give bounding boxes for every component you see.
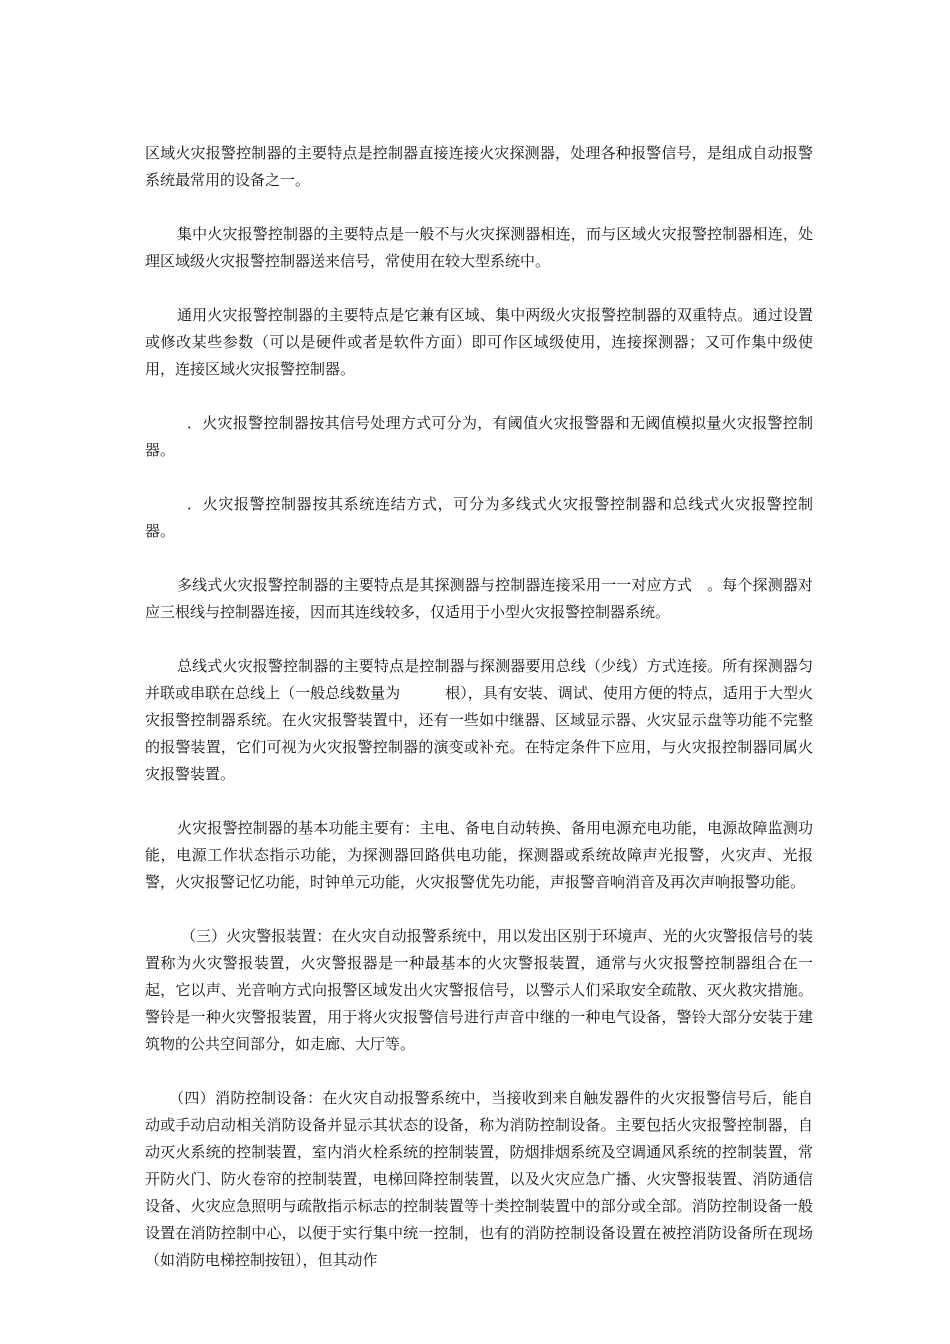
paragraph-regional-controller: 区域火灾报警控制器的主要特点是控制器直接连接火灾探测器，处理各种报警信号，是组成自动报警系统最常用的设备之一。	[145, 144, 813, 189]
paragraph-general-controller: 通用火灾报警控制器的主要特点是它兼有区域、集中两级火灾报警控制器的双重特点。通过设置或修改某些参数（可以是硬件或者是软件方面）即可作区域级使用，连接探测器；又可作集中级使用，连接区域火灾报警控制器。	[145, 306, 813, 378]
paragraph-connection-method: ．火灾报警控制器按其系统连结方式，可分为多线式火灾报警控制器和总线式火灾报警控制器。	[145, 495, 813, 540]
paragraph-centralized-controller: 集中火灾报警控制器的主要特点是一般不与火灾探测器相连，而与区域火灾报警控制器相连，处理区域级火灾报警控制器送来信号，常使用在较大型系统中。	[145, 225, 813, 270]
document-body	[145, 140, 813, 1301]
paragraph-control-equipment: （四）消防控制设备：在火灾自动报警系统中，当接收到来自触发器件的火灾报警信号后，能自动或手动启动相关消防设备并显示其状态的设备，称为消防控制设备。主要包括火灾报警控制器，自动灭火系统的控制装置，室内消火栓系统的控制装置，防烟排烟系统及空调通风系统的控制装置，常开防火门、防火卷帘的控制装置，电梯回降控制装置，以及火灾应急广播、火灾警报装置、消防通信设备、火灾应急照明与疏散指示标志的控制装置等十类控制装置中的部分或全部。消防控制设备一般设置在消防控制中心，以便于实行集中统一控制，也有的消防控制设备设置在被控消防设备所在现场（如消防电梯控制按钮），但其动作	[145, 1089, 813, 1269]
paragraph-multiline-controller: 多线式火灾报警控制器的主要特点是其探测器与控制器连接采用一一对应方式 。每个探测器对应三根线与控制器连接，因而其连线较多，仅适用于小型火灾报警控制器系统。	[145, 576, 813, 621]
paragraph-alarm-device: （三）火灾警报装置：在火灾自动报警系统中，用以发出区别于环境声、光的火灾警报信号的装置称为火灾警报装置，火灾警报器是一种最基本的火灾警报装置，通常与火灾报警控制器组合在一起，它以声、光音响方式向报警区域发出火灾警报信号，以警示人们采取安全疏散、灭火救灾措施。警铃是一种火灾警报装置，用于将火灾报警信号进行声音中继的一种电气设备，警铃大部分安装于建筑物的公共空间部分，如走廊、大厅等。	[145, 927, 813, 1053]
paragraph-signal-processing: ．火灾报警控制器按其信号处理方式可分为，有阈值火灾报警器和无阈值模拟量火灾报警控制器。	[145, 414, 813, 459]
paragraph-bus-controller: 总线式火灾报警控制器的主要特点是控制器与探测器要用总线（少线）方式连接。所有探测器匀并联或串联在总线上（一般总线数量为 根），具有安装、调试、使用方便的特点，适用于大型火灾报警控制器系统。在火灾报警装置中，还有一些如中继器、区域显示器、火灾显示盘等功能不完整的报警装置，它们可视为火灾报警控制器的演变或补充。在特定条件下应用，与火灾报控制器同属火灾报警装置。	[145, 657, 813, 783]
paragraph-basic-functions: 火灾报警控制器的基本功能主要有：主电、备电自动转换、备用电源充电功能，电源故障监测功能，电源工作状态指示功能，为探测器回路供电功能，探测器或系统故障声光报警，火灾声、光报警，火灾报警记忆功能，时钟单元功能，火灾报警优先功能，声报警音响消音及再次声响报警功能。	[145, 819, 813, 891]
